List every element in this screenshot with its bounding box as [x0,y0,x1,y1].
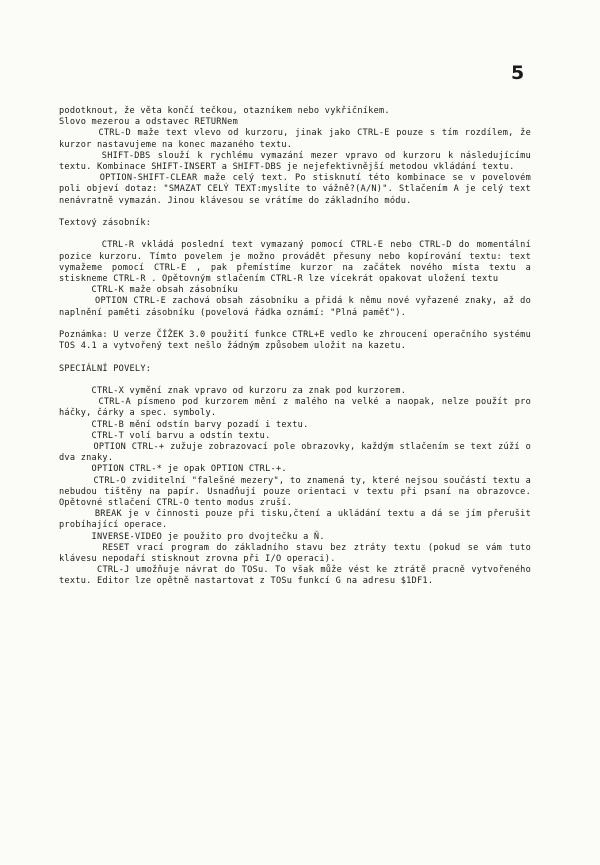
para-ctrl-k: CTRL-K maže obsah zásobníku [59,285,238,296]
para-ctrl-o: CTRL-O zviditelní "falešné mezery", to znamená ty, které nejsou součástí textu a nebudou tištěny na papír. Usnadňují pouze orientaci v textu při psaní na obrazovce. Opětovné stlačení CTRL-O tento modus zruší. [59,475,537,509]
paragraph-spacer [59,319,531,330]
paragraph-spacer [59,375,531,386]
para-ctrl-j: CTRL-J umožňuje návrat do TOSu. To však může vést ke ztrátě pracně vytvořeného textu. Editor lze opětně nastartovat z TOSu funkcí G na adresu $1DF1. [59,565,537,587]
para-ctrl-r: CTRL-R vkládá poslední text vymazaný pomocí CTRL-E nebo CTRL-D do momentální pozice kurzoru. Tímto povelem je možno provádět přesuny nebo kopírování textu: text vymažeme pomocí CTRL-E , pak přemístíme kurzor na začátek nového místa textu a stiskneme CTRL-R . Opětovným stlačením CTRL-R lze vícekrát opakovat uložení textu [59,240,537,285]
para-option-ctrl-star: OPTION CTRL-* je opak OPTION CTRL-+. [59,464,287,475]
para-sentence-end: podotknout, že věta končí tečkou, otazníkem nebo vykřičníkem. Slovo mezerou a odstavec RETURNem [59,106,390,128]
para-ctrl-d: CTRL-D maže text vlevo od kurzoru, jinak jako CTRL-E pouze s tím rozdílem, že kurzor nastavujeme na konec mazaného textu. [59,128,537,150]
para-ctrl-x: CTRL-X vymění znak vpravo od kurzoru za znak pod kurzorem. [59,386,407,396]
heading-textovy-zasobnik: Textový zásobník: [59,218,152,229]
para-option-ctrl-plus: OPTION CTRL-+ zužuje zobrazovací pole obrazovky, každým stlačením se text zúží o dva znaky. [59,442,537,464]
para-break: BREAK je v činnosti pouze při tisku,čtení a ukládání textu a dá se jím přerušit probíhající operace. [59,509,537,531]
paragraph-spacer [59,352,531,363]
para-ctrl-t: CTRL-T volí barvu a odstín textu. [59,430,271,441]
para-option-shift-clear: OPTION-SHIFT-CLEAR maže celý text. Po stisknutí této kombinace se v povelovém poli objeví dotaz: "SMAZAT CELÝ TEXT:myslíte to vážně?(A/N)". Stlačením A je celý text nenávratně vymazán. Jinou klávesou se vrátíme do základního módu. [59,173,537,206]
para-ctrl-b: CTRL-B mění odstín barvy pozadí i textu. [59,419,309,430]
paragraph-spacer [59,207,531,218]
document-body [59,106,537,588]
para-shift-dbs: SHIFT-DBS slouží k rychlému vymazání mezer vpravo od kurzoru k následujícímu textu. Kombinace SHIFT-INSERT a SHIFT-DBS je nejefektivnější metodou vkládání textu. [59,150,537,173]
para-inverse-video: INVERSE-VIDEO je použito pro dvojtečku a Ň. [59,531,325,542]
heading-specialni-povely: SPECIÁLNÍ POVELY: [59,363,152,374]
page-number: 5 [511,62,525,84]
para-poznamka: Poznámka: U verze ČÍŽEK 3.0 použití funkce CTRL+E vedlo ke zhroucení operačního systému TOS 4.1 a vytvořený text nešlo žádným způsobem uložit na kazetu. [59,330,537,352]
para-ctrl-a: CTRL-A písmeno pod kurzorem mění z malého na velké a naopak, nelze použít pro háčky, čárky a spec. symboly. [59,397,537,419]
para-reset: RESET vrací program do základního stavu bez ztráty textu (pokud se vám tuto klávesu nepodaří stisknout zrovna při I/O operaci). [59,542,537,565]
paragraph-spacer [59,229,531,240]
para-option-ctrl-e: OPTION CTRL-E zachová obsah zásobníku a přidá k němu nové vyřazené znaky, až do naplnění paměti zásobníku (povelová řádka oznámí: "Plná paměť"). [59,296,537,318]
